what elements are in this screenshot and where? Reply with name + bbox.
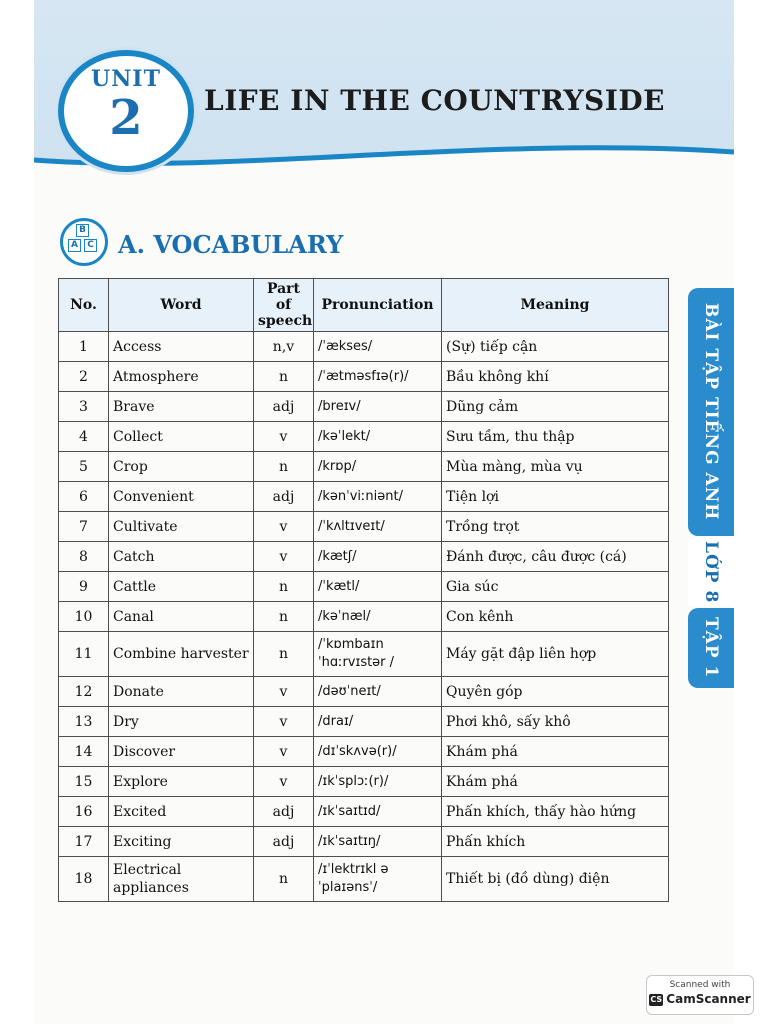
cell-pronunciation: /krɒp/	[314, 452, 442, 482]
header-pronunciation: Pronunciation	[314, 279, 442, 332]
cell-meaning: Quyên góp	[442, 677, 669, 707]
cell-meaning: Phơi khô, sấy khô	[442, 707, 669, 737]
table-row	[59, 362, 669, 392]
table-body	[59, 332, 669, 902]
cell-word: Access	[109, 332, 254, 362]
table-row	[59, 392, 669, 422]
cell-pronunciation: /ˈætməsfɪə(r)/	[314, 362, 442, 392]
scanner-brand-name: CamScanner	[666, 992, 751, 1006]
side-tab-grade-label: LỚP 8	[701, 540, 721, 604]
header-part-of-speech: Part of speech	[254, 279, 314, 332]
unit-label: UNIT	[91, 66, 161, 92]
side-tab-grade	[688, 538, 734, 606]
cell-meaning: Khám phá	[442, 737, 669, 767]
cell-part-of-speech: v	[254, 707, 314, 737]
block-letter: A	[68, 239, 81, 252]
table-row	[59, 452, 669, 482]
cell-meaning: Gia súc	[442, 572, 669, 602]
cell-no: 13	[59, 707, 109, 737]
cell-no: 16	[59, 797, 109, 827]
cell-part-of-speech: v	[254, 512, 314, 542]
cell-part-of-speech: adj	[254, 482, 314, 512]
cell-part-of-speech: n	[254, 452, 314, 482]
camscanner-watermark	[646, 975, 754, 1015]
cell-pronunciation: /draɪ/	[314, 707, 442, 737]
cell-word: Dry	[109, 707, 254, 737]
cell-pronunciation: /ɪˈlektrɪkl əˈplaɪənsˈ/	[314, 857, 442, 902]
cell-pronunciation: /ɪkˈsaɪtɪd/	[314, 797, 442, 827]
cell-pronunciation: /kəˈlekt/	[314, 422, 442, 452]
cell-part-of-speech: n	[254, 362, 314, 392]
camscanner-logo-icon: CS	[650, 994, 663, 1004]
cell-meaning: Mùa màng, mùa vụ	[442, 452, 669, 482]
cell-word: Combine harvester	[109, 632, 254, 677]
cell-pronunciation: /ˈækses/	[314, 332, 442, 362]
cell-no: 8	[59, 542, 109, 572]
cell-no: 17	[59, 827, 109, 857]
cell-part-of-speech: v	[254, 737, 314, 767]
vocabulary-table	[58, 278, 669, 902]
table-row	[59, 422, 669, 452]
cell-meaning: Máy gặt đập liên hợp	[442, 632, 669, 677]
cell-pronunciation: /breɪv/	[314, 392, 442, 422]
cell-pronunciation: /dəʊˈneɪt/	[314, 677, 442, 707]
table-row	[59, 827, 669, 857]
table-row	[59, 797, 669, 827]
cell-no: 10	[59, 602, 109, 632]
cell-pronunciation: /ɪkˈsplɔː(r)/	[314, 767, 442, 797]
cell-word: Collect	[109, 422, 254, 452]
cell-part-of-speech: v	[254, 767, 314, 797]
cell-meaning: Phấn khích, thấy hào hứng	[442, 797, 669, 827]
table-row	[59, 542, 669, 572]
cell-no: 2	[59, 362, 109, 392]
cell-word: Electrical appliances	[109, 857, 254, 902]
cell-meaning: Dũng cảm	[442, 392, 669, 422]
cell-pronunciation: /dɪˈskʌvə(r)/	[314, 737, 442, 767]
cell-part-of-speech: adj	[254, 392, 314, 422]
table-row	[59, 602, 669, 632]
table-row	[59, 572, 669, 602]
table-row	[59, 737, 669, 767]
cell-part-of-speech: n	[254, 857, 314, 902]
cell-word: Convenient	[109, 482, 254, 512]
cell-word: Atmosphere	[109, 362, 254, 392]
cell-meaning: Trồng trọt	[442, 512, 669, 542]
block-letter: B	[76, 224, 89, 237]
cell-part-of-speech: n	[254, 602, 314, 632]
cell-meaning: Thiết bị (đồ dùng) điện	[442, 857, 669, 902]
cell-meaning: Phấn khích	[442, 827, 669, 857]
cell-meaning: (Sự) tiếp cận	[442, 332, 669, 362]
cell-part-of-speech: n	[254, 572, 314, 602]
cell-pronunciation: /kætʃ/	[314, 542, 442, 572]
table-header-row	[59, 279, 669, 332]
cell-part-of-speech: v	[254, 677, 314, 707]
side-tab-volume-label: TẬP 1	[701, 617, 721, 679]
cell-pronunciation: /ˈkʌltɪveɪt/	[314, 512, 442, 542]
scanner-caption: Scanned with	[669, 980, 731, 990]
cell-meaning: Sưu tầm, thu thập	[442, 422, 669, 452]
cell-no: 6	[59, 482, 109, 512]
cell-no: 12	[59, 677, 109, 707]
cell-word: Crop	[109, 452, 254, 482]
cell-pronunciation: /kəˈnæl/	[314, 602, 442, 632]
scanner-brand	[647, 992, 753, 1006]
cell-no: 18	[59, 857, 109, 902]
table-row	[59, 332, 669, 362]
table-row	[59, 857, 669, 902]
cell-word: Cattle	[109, 572, 254, 602]
side-tab-book-label: BÀI TẬP TIẾNG ANH	[701, 303, 721, 521]
cell-meaning: Tiện lợi	[442, 482, 669, 512]
blocks-icon	[60, 218, 108, 266]
cell-no: 14	[59, 737, 109, 767]
cell-meaning: Khám phá	[442, 767, 669, 797]
section-heading: A. VOCABULARY	[118, 230, 344, 259]
block-letter: C	[84, 239, 97, 252]
unit-title: LIFE IN THE COUNTRYSIDE	[204, 84, 665, 117]
side-tab-book	[688, 288, 734, 536]
cell-part-of-speech: n	[254, 632, 314, 677]
cell-meaning: Bầu không khí	[442, 362, 669, 392]
cell-part-of-speech: n,v	[254, 332, 314, 362]
cell-pronunciation: /ˈkɒmbaɪn ˈhɑːrvɪstər /	[314, 632, 442, 677]
cell-no: 4	[59, 422, 109, 452]
cell-word: Discover	[109, 737, 254, 767]
cell-part-of-speech: adj	[254, 827, 314, 857]
cell-no: 3	[59, 392, 109, 422]
header-meaning: Meaning	[442, 279, 669, 332]
cell-meaning: Đánh được, câu được (cá)	[442, 542, 669, 572]
unit-number: 2	[109, 90, 143, 146]
header-no: No.	[59, 279, 109, 332]
cell-part-of-speech: v	[254, 422, 314, 452]
cell-no: 1	[59, 332, 109, 362]
cell-pronunciation: /kənˈviːniənt/	[314, 482, 442, 512]
cell-word: Donate	[109, 677, 254, 707]
cell-no: 5	[59, 452, 109, 482]
cell-meaning: Con kênh	[442, 602, 669, 632]
cell-word: Cultivate	[109, 512, 254, 542]
cell-word: Exciting	[109, 827, 254, 857]
cell-word: Catch	[109, 542, 254, 572]
cell-no: 7	[59, 512, 109, 542]
table-row	[59, 632, 669, 677]
table-row	[59, 767, 669, 797]
cell-word: Canal	[109, 602, 254, 632]
cell-no: 15	[59, 767, 109, 797]
table-row	[59, 707, 669, 737]
cell-no: 9	[59, 572, 109, 602]
table-row	[59, 677, 669, 707]
side-tab-volume	[688, 608, 734, 688]
cell-word: Excited	[109, 797, 254, 827]
cell-part-of-speech: adj	[254, 797, 314, 827]
header-word: Word	[109, 279, 254, 332]
table-row	[59, 512, 669, 542]
cell-pronunciation: /ɪkˈsaɪtɪŋ/	[314, 827, 442, 857]
unit-badge	[58, 50, 194, 172]
cell-pronunciation: /ˈkætl/	[314, 572, 442, 602]
cell-part-of-speech: v	[254, 542, 314, 572]
cell-word: Explore	[109, 767, 254, 797]
cell-no: 11	[59, 632, 109, 677]
cell-word: Brave	[109, 392, 254, 422]
table-row	[59, 482, 669, 512]
